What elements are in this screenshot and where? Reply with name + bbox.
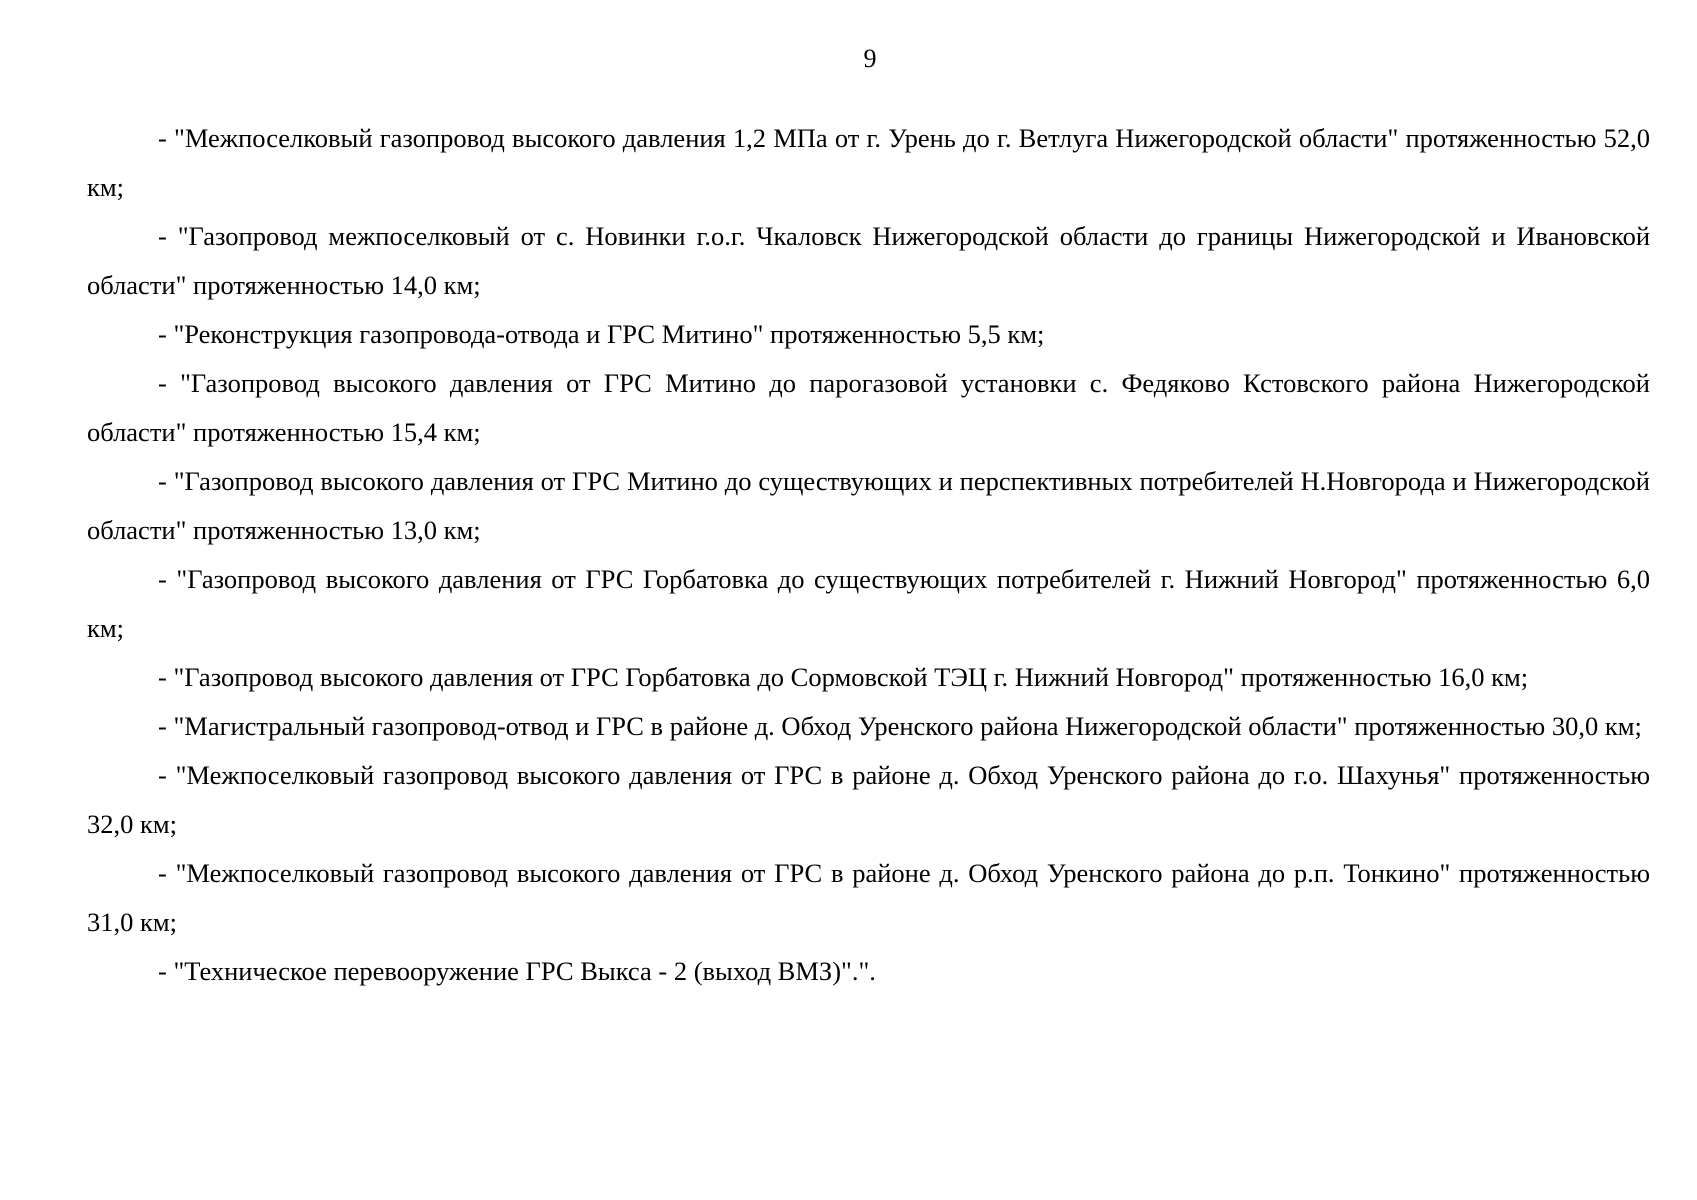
list-item: - "Газопровод высокого давления от ГРС Митино до парогазовой установки с. Федяково Кстовского района Нижегородской области" протяженностью 15,4 км; (87, 368, 1650, 447)
list-item: - "Техническое перевооружение ГРС Выкса - 2 (выход ВМЗ)".". (158, 956, 876, 986)
list-item: - "Магистральный газопровод-отвод и ГРС в районе д. Обход Уренского района Нижегородской области" протяженностью 30,0 км; (158, 711, 1642, 741)
list-item: - "Газопровод высокого давления от ГРС Митино до существующих и перспективных потребителей Н.Новгорода и Нижегородской области" протяженностью 13,0 км; (87, 466, 1650, 545)
list-item: - "Межпоселковый газопровод высокого давления 1,2 МПа от г. Урень до г. Ветлуга Нижегородской области" протяженностью 52,0 км; (87, 123, 1650, 202)
list-item: - "Газопровод межпоселковый от с. Новинки г.о.г. Чкаловск Нижегородской области до границы Нижегородской и Ивановской области" протяженностью 14,0 км; (87, 221, 1650, 300)
list-item: - "Газопровод высокого давления от ГРС Горбатовка до существующих потребителей г. Нижний Новгород" протяженностью 6,0 км; (87, 564, 1650, 643)
document-body (87, 114, 1650, 996)
list-item: - "Реконструкция газопровода-отвода и ГРС Митино" протяженностью 5,5 км; (158, 319, 1045, 349)
list-item: - "Межпоселковый газопровод высокого давления от ГРС в районе д. Обход Уренского района до р.п. Тонкино" протяженностью 31,0 км; (87, 858, 1650, 937)
list-item: - "Газопровод высокого давления от ГРС Горбатовка до Сормовской ТЭЦ г. Нижний Новгород" протяженностью 16,0 км; (158, 662, 1529, 692)
list-item: - "Межпоселковый газопровод высокого давления от ГРС в районе д. Обход Уренского района до г.о. Шахунья" протяженностью 32,0 км; (87, 760, 1650, 839)
page-number: 9 (863, 44, 877, 73)
